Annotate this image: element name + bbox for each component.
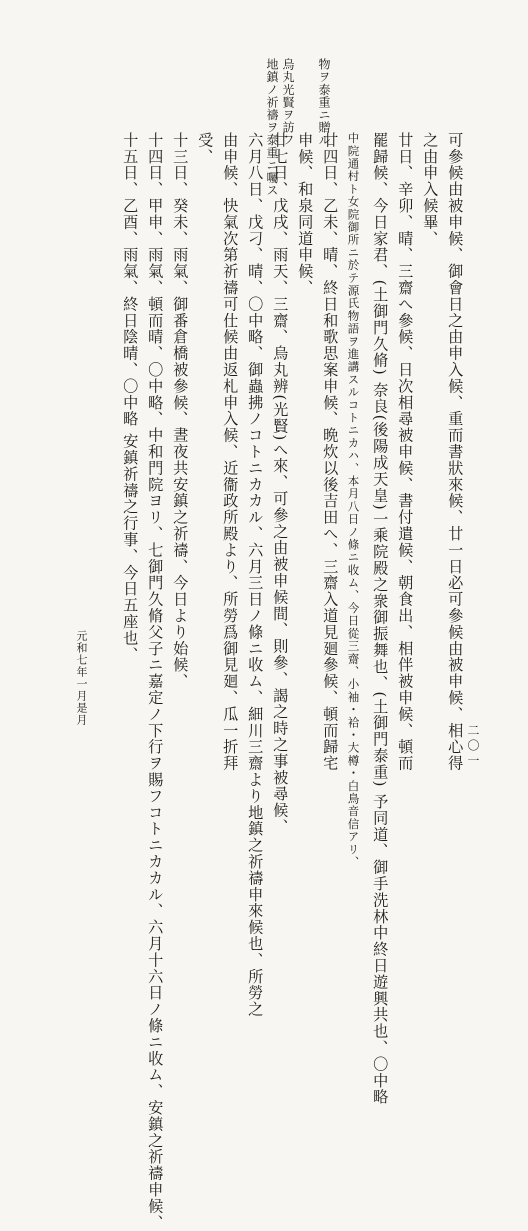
text-line: 之由申入候畢、 (421, 132, 440, 247)
text-line: 由申候、快氣次第祈禱可仕候由返札申入候、近衞政所殿より、所勞爲御見廻、瓜一折拜 (221, 132, 240, 772)
text-line: 可參候由被申候、御會日之由申入候、重而書狀來候、廿一日必可參候由被申候、相心得 (446, 132, 465, 772)
text-line: 受、 (196, 132, 215, 165)
text-line: 罷歸候、今日家君、(土御門久脩) 奈良(後陽成天皇)一乘院殿之衆御振舞也、(土御門泰重) 予同道、御手洗林中終日遊興共也、〇中略 (371, 132, 390, 1106)
text-line: 申候、和泉同道申候、 (296, 132, 315, 296)
head-note: 地鎮ノ祈禱ヲ泰重ニ囑ス (265, 58, 279, 197)
head-note: 烏丸光賢ヲ訪フ (281, 58, 295, 147)
text-line: 廿七日、戊戌、雨天、三齋、烏丸辨(光賢)へ來、可參之由被申候間、則參、謁之時之事被尋候、 (271, 132, 290, 836)
text-line: 廿四日、乙未、晴、終日和歌思案申候、晩炊以後吉田へ、三齋入道見廻參候、頓而歸宅 (321, 132, 340, 772)
page-number: 二〇一 (466, 724, 480, 769)
text-line: 中院通村ト女院御所ニ於テ源氏物語ヲ進講スルコトニカハ、本月八日ノ條ニ收ム、今日從三齋、小袖・袷・大樽・白鳥音信アリ、 (346, 132, 361, 869)
page-header: 元和七年一月是月 (75, 630, 88, 726)
text-line: 六月八日、戊刁、晴、〇中略、御蟲拂ノコトニカカル、六月三日ノ條ニ收ム、細川三齋より地鎮之祈禱申來候也、所勞之 (246, 132, 265, 1018)
text-line: 十五日、乙酉、雨氣、終日陰晴、〇中略 安鎮祈禱之行事、今日五座也、 (121, 132, 140, 663)
head-note: 物ヲ泰重ニ贈ル (317, 58, 331, 147)
text-line: 廿日、辛卯、晴、三齋へ參候、日次相尋被申候、書付遣候、朝食出、相伴被申候、頓而 (396, 132, 415, 772)
text-line: 十四日、甲申、雨氣、頓而晴、〇中略、中和門院ヨリ、七御門久脩父子ニ嘉定ノ下行ヲ賜フコトニカカル、六月十六日ノ條ニ收ム、安鎮之祈禱申候、 (146, 132, 165, 1231)
text-line: 十三日、癸未、雨氣、御番倉橋被參候、晝夜共安鎮之祈禱、今日より始候、 (171, 132, 190, 690)
